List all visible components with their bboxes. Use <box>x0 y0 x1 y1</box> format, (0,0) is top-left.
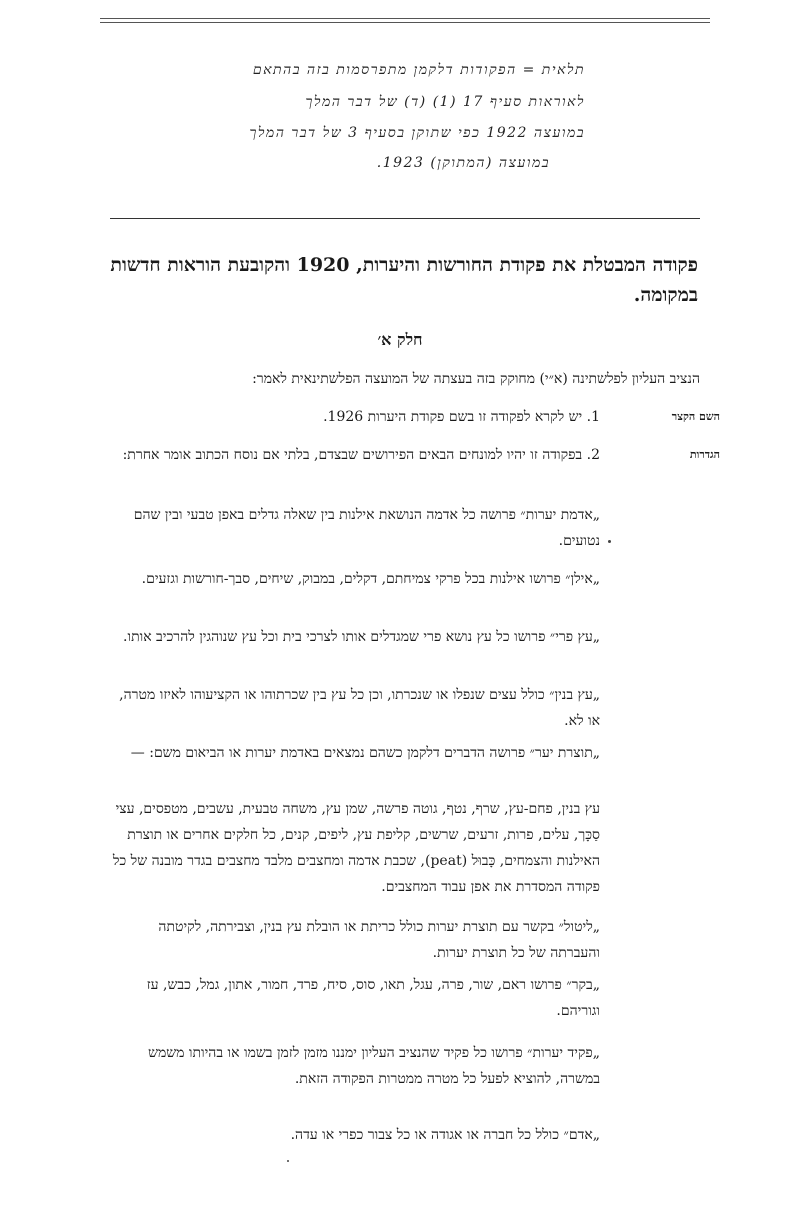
section-2-text: 2. בפקודה זו יהיו למונחים הבאים הפירושים שבצדם, בלתי אם נוסח הכתוב אומר אחרת: <box>122 447 600 463</box>
header-note-line-2: לאוראות סעיף 17 (1) (ד) של דבר המלך <box>305 94 585 110</box>
definition-forest-produce: „תוצרת יער״ פרושה הדברים דלקמן כשהם נמצאים באדמת יערות או הביאום משם: — <box>130 745 600 761</box>
enacting-clause: הנציב העליון לפלשתינה (א״י) מחוקק בזה בעצתה של המועצה הפלשתינאית לאמר: <box>252 371 700 387</box>
forest-produce-list: עץ בנין, פחם-עץ, שרף, נטף, גוטה פרשה, שמן עץ, משחה טבעית, עשבים, מטפסים, עצי סַכָּך, עלים, פרות, זרעים, שרשים, קליפת עץ, ליפים, קנים, כל חלקים אחרים או תוצרת האילנות והצמחים, כָּבוּל (peat), שכבת אדמה ומחצבים מלבד מחצבים בגדר מובנה של כל פקודה המסדרת את אפן עבוד המחצבים. <box>112 801 600 895</box>
header-note-line-1: תלאית = הפקודות דלקמן מתפרסמות בזה בהתאם <box>252 62 585 78</box>
part-label: חלק א׳ <box>377 330 423 349</box>
definition-timber: „עץ בנין״ כולל עצים שנפלו או שנכרתו, וכן כל עץ בין שכרתוהו או הקציעוהו לאיזו מטרה, או לא. <box>119 687 600 729</box>
header-note-line-4: במועצה (המתוקן) 1923. <box>376 155 550 171</box>
definition-forest-land: „אדמת יערות״ פרושה כל אדמה הנושאת אילנות בין שאלה גדלים באפן טבעי ובין שהם נטועים. <box>133 507 600 549</box>
ink-dot <box>608 540 611 543</box>
margin-note-short-title: השם הקצר <box>671 410 720 423</box>
definition-person: „אדם״ כולל כל חברה או אגודה או כל צבור כפרי או עדה. <box>290 1127 600 1143</box>
margin-note-definitions: הגדרות <box>689 448 720 461</box>
definition-forest-officer: „פקיד יערות״ פרושו כל פקיד שהנציב העליון ימננו מזמן לזמן בשמו או בהיותו משמש במשרה, להוציא לפעל כל מטרה ממטרות הפקודה הזאת. <box>148 1045 600 1087</box>
definition-tree: „אילן״ פרושו אילנות בכל פרקי צמיחתם, דקלים, במבוק, שיחים, סבך-חורשות וגזעים. <box>141 571 600 587</box>
definition-cattle: „בקר״ פרושו ראם, שור, פרה, עגל, תאו, סוס, סיח, פרד, חמור, אתון, גמל, כבש, עז וגוריהם. <box>146 977 600 1019</box>
definition-take: „ליטול״ בקשר עם תוצרת יערות כולל כריתת או הובלת עץ בנין, וצבירתה, לקיטתה והעברתה של כל תוצרת יערות. <box>158 919 600 961</box>
header-note-line-3: במועצה 1922 כפי שתוקן בסעיף 3 של דבר המלך <box>249 125 585 141</box>
top-border-line-2 <box>100 22 710 23</box>
ordinance-title: פקודה המבטלת את פקודת החורשות והיערות, 1920 והקובעת הוראות חדשות במקומה. <box>110 254 698 306</box>
section-divider <box>110 218 700 219</box>
ink-speck <box>287 1160 289 1162</box>
section-1-text: 1. יש לקרא לפקודה זו בשם פקודת היערות 1926. <box>323 409 600 425</box>
definition-fruit-tree: „עץ פרי״ פרושו כל עץ נושא פרי שמגדלים אותו לצרכי בית וכל עץ שנוהגין להרכיב אותו. <box>123 629 600 645</box>
top-border-line <box>100 18 710 19</box>
